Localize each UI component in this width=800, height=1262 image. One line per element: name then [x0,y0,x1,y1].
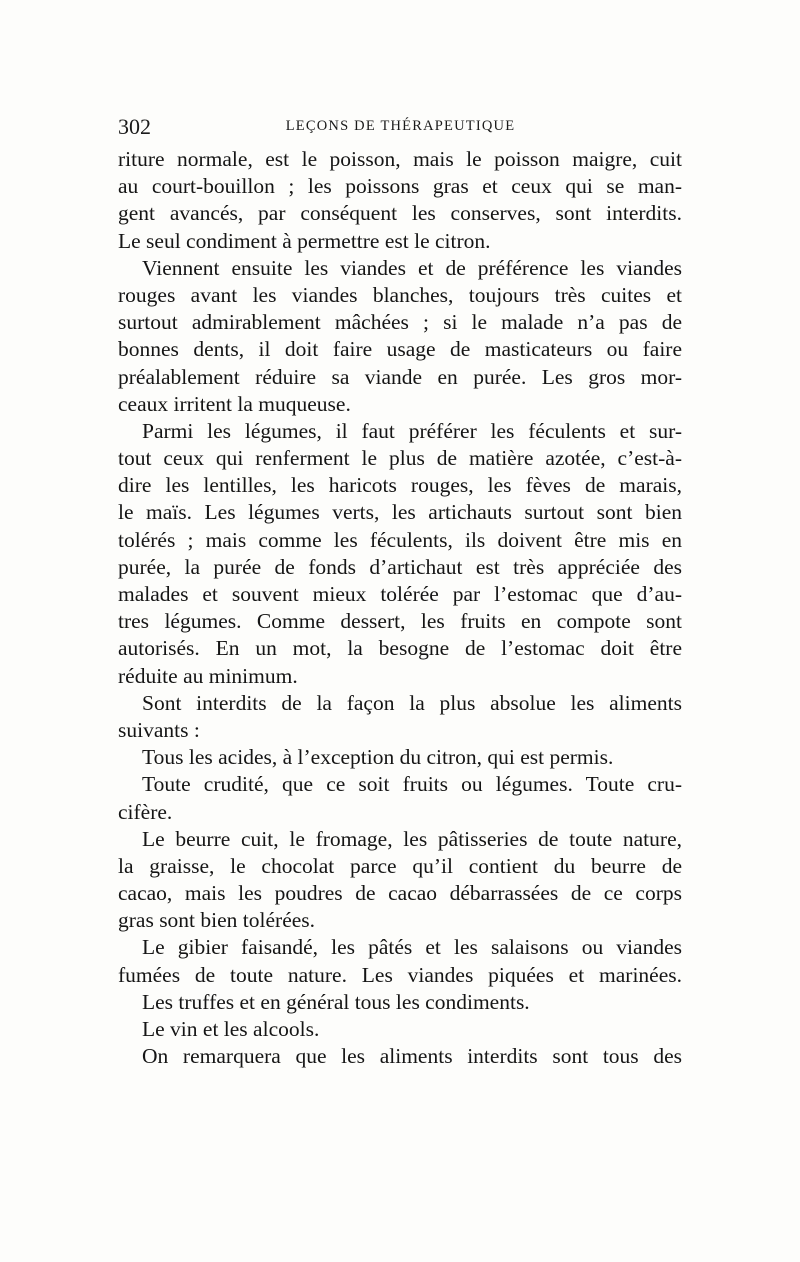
text-line: bonnes dents, il doit faire usage de masticateurs ou faire [118,337,682,362]
text-line: tout ceux qui renferment le plus de matière azotée, c’est-à- [118,446,682,471]
text-line: réduite au minimum. [118,663,298,688]
text-line: le maïs. Les légumes verts, les artichauts surtout sont bien [118,500,682,525]
text-line: malades et souvent mieux tolérée par l’estomac que d’au- [118,582,682,606]
text-line: purée, la purée de fonds d’artichaut est très appréciée des [118,554,682,579]
text-line: préalablement réduire sa viande en purée. Les gros mor- [118,364,682,389]
text-line: la graisse, le chocolat parce qu’il contient du beurre de [118,853,682,878]
running-title: LEÇONS DE THÉRAPEUTIQUE [285,118,516,134]
text-line: suivants : [118,717,200,742]
text-line: tres légumes. Comme dessert, les fruits en compote sont [118,609,682,634]
text-line: gras sont bien tolérées. [118,908,316,933]
text-line: ceaux irritent la muqueuse. [118,391,351,416]
body-text [118,146,682,1070]
text-line: cifère. [118,799,173,824]
text-line: au court-bouillon ; les poissons gras et ceux qui se man- [118,174,682,199]
text-line: Viennent ensuite les viandes et de préférence les viandes [142,255,682,280]
text-line: cacao, mais les poudres de cacao débarrassées de ce corps [118,881,682,906]
text-line: dire les lentilles, les haricots rouges, les fèves de marais, [118,473,682,498]
text-line: fumées de toute nature. Les viandes piquées et marinées. [118,962,682,987]
text-line: surtout admirablement mâchées ; si le malade n’a pas de [118,310,682,335]
text-line: riture normale, est le poisson, mais le poisson maigre, cuit [118,147,682,171]
text-line: gent avancés, par conséquent les conserves, sont interdits. [118,201,682,226]
text-line: autorisés. En un mot, la besogne de l’estomac doit être [118,636,682,661]
text-line: Toute crudité, que ce soit fruits ou légumes. Toute cru- [142,772,682,797]
text-line: rouges avant les viandes blanches, toujours très cuites et [118,282,682,307]
page-header [118,114,683,144]
text-line: Le vin et les alcools. [142,1017,320,1041]
text-line: Le gibier faisandé, les pâtés et les salaisons ou viandes [142,935,682,960]
text-line: Le beurre cuit, le fromage, les pâtisseries de toute nature, [142,826,682,851]
text-line: Parmi les légumes, il faut préférer les féculents et sur- [142,418,682,443]
text-line: Sont interdits de la façon la plus absolue les aliments [142,690,682,715]
text-line: Tous les acides, à l’exception du citron, qui est permis. [142,745,614,770]
text-line: Le seul condiment à permettre est le citron. [118,228,491,253]
text-line: On remarquera que les aliments interdits sont tous des [142,1044,682,1069]
text-line: Les truffes et en général tous les condiments. [142,989,530,1014]
text-line: tolérés ; mais comme les féculents, ils doivent être mis en [118,527,682,552]
page-number: 302 [118,114,151,139]
